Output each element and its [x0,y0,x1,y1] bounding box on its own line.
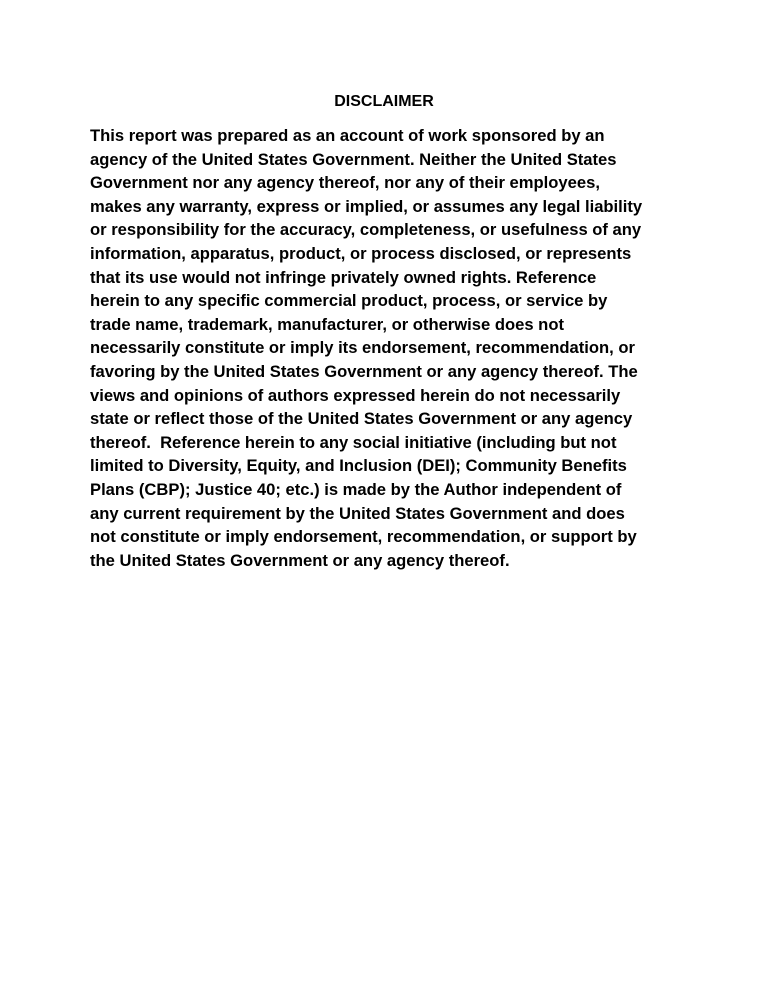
disclaimer-line: favoring by the United States Government or any agency thereof. The [90,361,638,381]
disclaimer-line: Plans (CBP); Justice 40; etc.) is made by the Author independent of [90,479,622,499]
disclaimer-line: thereof. Reference herein to any social initiative (including but not [90,432,617,452]
disclaimer-line: any current requirement by the United States Government and does [90,503,625,523]
disclaimer-line: views and opinions of authors expressed herein do not necessarily [90,385,621,405]
disclaimer-line: agency of the United States Government. Neither the United States [90,149,617,169]
disclaimer-title: DISCLAIMER [334,93,434,110]
disclaimer-line: This report was prepared as an account of work sponsored by an [90,126,605,145]
disclaimer-line: makes any warranty, express or implied, or assumes any legal liability [90,196,643,216]
disclaimer-line: necessarily constitute or imply its endorsement, recommendation, or [90,338,635,358]
disclaimer-line: the United States Government or any agency thereof. [90,550,510,570]
disclaimer-body [90,124,690,572]
disclaimer-line: that its use would not infringe privately owned rights. Reference [90,267,597,287]
disclaimer-line: not constitute or imply endorsement, recommendation, or support by [90,527,637,547]
disclaimer-line: Government nor any agency thereof, nor any of their employees, [90,173,600,193]
disclaimer-line: or responsibility for the accuracy, completeness, or usefulness of any [90,220,642,240]
disclaimer-line: herein to any specific commercial product, process, or service by [90,291,608,311]
disclaimer-line: state or reflect those of the United States Government or any agency [90,409,633,429]
disclaimer-line: limited to Diversity, Equity, and Inclusion (DEI); Community Benefits [90,456,627,476]
disclaimer-line: information, apparatus, product, or process disclosed, or represents [90,243,632,263]
disclaimer-line: trade name, trademark, manufacturer, or otherwise does not [90,314,564,334]
